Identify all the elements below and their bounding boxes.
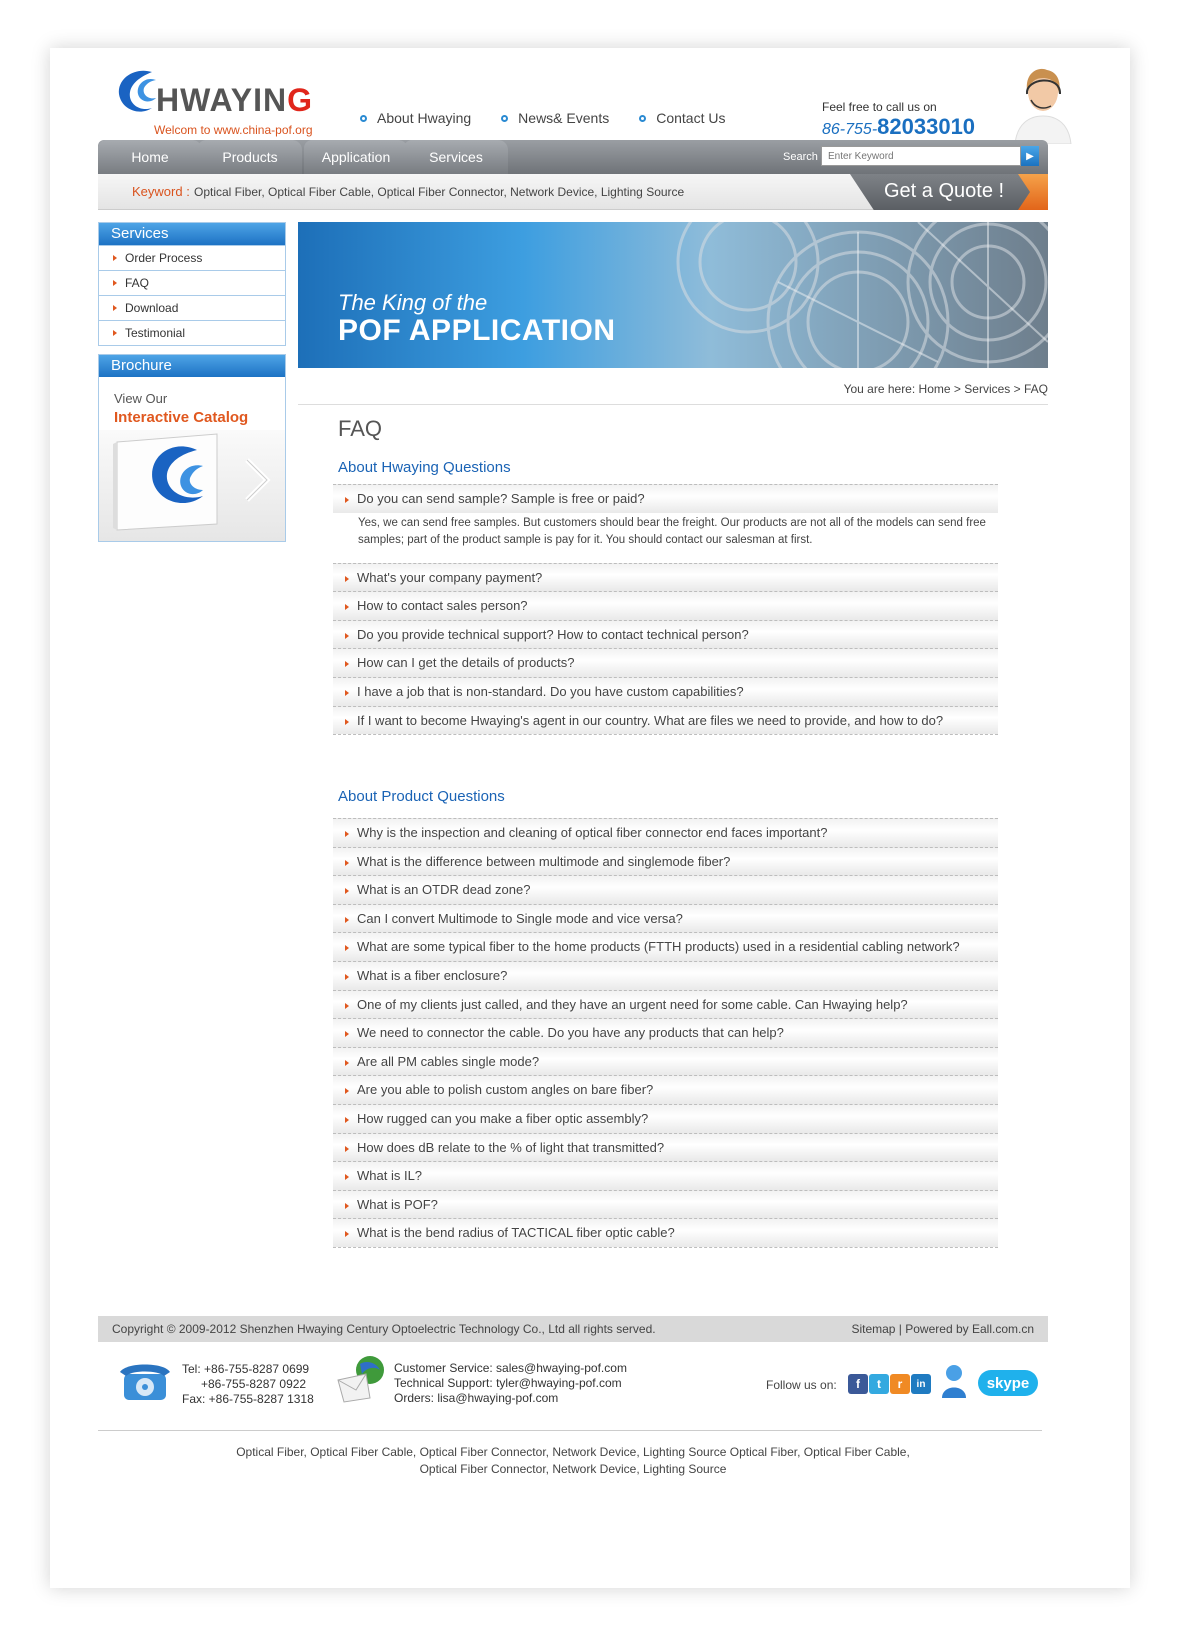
services-title: Services — [99, 223, 285, 245]
arrow-icon — [113, 255, 117, 261]
footer-keywords — [98, 1444, 1048, 1478]
arrow-icon — [345, 1174, 349, 1180]
faq-question[interactable]: If I want to become Hwaying's agent in our country. What are files we need to provide, and how to do? — [333, 706, 998, 735]
faq-question[interactable]: I have a job that is non-standard. Do you have custom capabilities? — [333, 677, 998, 706]
keyword-label: Keyword : — [132, 184, 190, 199]
faq-question[interactable]: How to contact sales person? — [333, 591, 998, 620]
hero-banner — [298, 222, 1048, 368]
services-sidebar — [98, 222, 286, 346]
sitemap-link[interactable]: Sitemap — [851, 1322, 896, 1336]
faq-list-hwaying — [333, 484, 998, 735]
brochure-title: Brochure — [99, 355, 285, 377]
arrow-icon — [345, 1117, 349, 1123]
faq-question[interactable]: What's your company payment? — [333, 563, 998, 592]
keyword-text: Optical Fiber, Optical Fiber Cable, Optical Fiber Connector, Network Device, Lighting Source — [194, 185, 685, 199]
arrow-icon — [345, 690, 349, 696]
contact-info — [98, 1354, 1048, 1434]
brand-name: HWAYING — [156, 82, 313, 118]
arrow-icon — [345, 1060, 349, 1066]
tab-services[interactable]: Services — [404, 140, 508, 174]
page-title: FAQ — [338, 416, 383, 441]
arrow-icon — [345, 974, 349, 980]
arrow-icon — [345, 1003, 349, 1009]
rss-icon[interactable]: r — [890, 1374, 910, 1394]
arrow-icon — [345, 497, 349, 503]
catalog-preview[interactable] — [99, 430, 285, 541]
interactive-catalog-link[interactable]: Interactive Catalog — [114, 409, 249, 426]
phone-number: 86-755-82033010 — [822, 114, 976, 139]
faq-question[interactable]: How rugged can you make a fiber optic assembly? — [333, 1104, 998, 1133]
breadcrumb-home[interactable]: Home — [918, 382, 951, 396]
view-our-text: View Our — [114, 391, 168, 406]
faq-question[interactable]: How does dB relate to the % of light that transmitted? — [333, 1133, 998, 1162]
faq-question[interactable]: What is the bend radius of TACTICAL fiber optic cable? — [333, 1218, 998, 1247]
get-quote-button[interactable] — [850, 174, 1048, 210]
search-input[interactable] — [821, 146, 1021, 166]
faq-question[interactable]: One of my clients just called, and they have an urgent need for some cable. Can Hwaying help? — [333, 990, 998, 1019]
faq-question[interactable]: What is the difference between multimode and singlemode fiber? — [333, 847, 998, 876]
arrow-icon — [345, 1203, 349, 1209]
sidebar-item-testimonial[interactable]: Testimonial — [99, 320, 285, 345]
arrow-icon — [113, 305, 117, 311]
arrow-icon — [345, 633, 349, 639]
phone-info — [182, 1362, 314, 1407]
faq-question[interactable]: What are some typical fiber to the home products (FTTH products) used in a residential cabling network? — [333, 932, 998, 961]
top-links — [360, 110, 725, 126]
faq-question[interactable]: Do you provide technical support? How to contact technical person? — [333, 620, 998, 649]
email-globe-icon — [336, 1354, 388, 1404]
footer-links: Sitemap | Powered by Eall.com.cn — [851, 1322, 1034, 1336]
breadcrumb — [298, 382, 1048, 405]
faq-answer: Yes, we can send free samples. But customers should bear the freight. Our products are not all of the models can send free samples; part of the product sample is pay for it. You should contact our salesman at first. — [333, 513, 998, 563]
arrow-icon — [113, 330, 117, 336]
copyright-text: Copyright © 2009-2012 Shenzhen Hwaying Century Optoelectric Technology Co., Ltd all rights served. — [112, 1322, 656, 1336]
arrow-icon — [345, 1031, 349, 1037]
bullet-icon — [360, 115, 367, 122]
main-nav — [98, 140, 1048, 174]
arrow-icon — [345, 917, 349, 923]
banner-line-1: The King of the — [338, 290, 488, 315]
copyright-bar — [98, 1316, 1048, 1342]
arrow-icon — [345, 1231, 349, 1237]
arrow-icon — [345, 860, 349, 866]
tel-line-2: +86-755-8287 0922 — [201, 1377, 307, 1391]
faq-list-product — [333, 818, 998, 1248]
footer-keywords-line-1: Optical Fiber, Optical Fiber Cable, Optical Fiber Connector, Network Device, Lighting Source Optical Fiber, Optical Fiber Cable, — [236, 1445, 910, 1459]
faq-rows-hwaying — [333, 563, 998, 735]
customer-service-email[interactable]: sales@hwaying-pof.com — [496, 1361, 627, 1375]
arrow-icon — [345, 661, 349, 667]
faq-question[interactable]: How can I get the details of products? — [333, 648, 998, 677]
keyword-bar — [98, 174, 1048, 210]
faq-question[interactable]: Why is the inspection and cleaning of optical fiber connector end faces important? — [333, 818, 998, 847]
search-button[interactable] — [1021, 146, 1039, 166]
arrow-icon — [345, 604, 349, 610]
faq-rows-product — [333, 818, 998, 1247]
sidebar-item-order-process[interactable]: Order Process — [99, 245, 285, 270]
arrow-icon — [345, 576, 349, 582]
page — [50, 48, 1130, 1588]
twitter-icon[interactable]: t — [869, 1374, 889, 1394]
arrow-icon — [345, 1088, 349, 1094]
section-title-product: About Product Questions — [338, 788, 505, 805]
call-text: Feel free to call us on — [822, 100, 937, 114]
breadcrumb-current: FAQ — [1023, 382, 1048, 396]
breadcrumb-separator: > — [1013, 382, 1021, 396]
breadcrumb-separator: > — [953, 382, 961, 396]
faq-question[interactable]: Are all PM cables single mode? — [333, 1047, 998, 1076]
faq-question[interactable]: What is a fiber enclosure? — [333, 961, 998, 990]
arrow-icon — [113, 280, 117, 286]
orders-email[interactable]: lisa@hwaying-pof.com — [437, 1391, 559, 1405]
arrow-icon — [345, 945, 349, 951]
faq-question[interactable]: We need to connector the cable. Do you have any products that can help? — [333, 1018, 998, 1047]
call-box — [822, 100, 975, 140]
faq-question[interactable]: What is IL? — [333, 1161, 998, 1190]
sidebar-item-download[interactable]: Download — [99, 295, 285, 320]
faq-question[interactable]: Are you able to polish custom angles on bare fiber? — [333, 1075, 998, 1104]
bullet-icon — [639, 115, 646, 122]
logo[interactable] — [112, 68, 322, 138]
search-label: Search — [783, 151, 818, 163]
faq-question[interactable]: Do you can send sample? Sample is free or paid? — [333, 484, 998, 513]
banner-line-2: POF APPLICATION — [338, 314, 616, 347]
faq-question[interactable]: Can I convert Multimode to Single mode and vice versa? — [333, 904, 998, 933]
powered-by-link[interactable]: Eall.com.cn — [971, 1322, 1034, 1336]
arrow-icon — [345, 831, 349, 837]
footer-divider — [98, 1430, 1042, 1431]
brochure-sidebar[interactable] — [98, 354, 286, 542]
arrow-icon — [345, 719, 349, 725]
fax-line: Fax: +86-755-8287 1318 — [182, 1392, 314, 1406]
catalog-book-icon — [99, 430, 285, 541]
skype-icon[interactable]: skype — [978, 1370, 1038, 1396]
tel-line: Tel: +86-755-8287 0699 — [182, 1362, 310, 1376]
linkedin-icon[interactable]: in — [911, 1374, 931, 1394]
tab-products[interactable]: Products — [198, 140, 302, 174]
faq-question[interactable]: What is POF? — [333, 1190, 998, 1219]
follow-us-label: Follow us on: — [766, 1378, 837, 1392]
breadcrumb-services[interactable]: Services — [964, 382, 1011, 396]
tab-home[interactable]: Home — [98, 140, 202, 174]
quote-label: Get a Quote ! — [884, 180, 1005, 202]
footer-keywords-line-2: Optical Fiber Connector, Network Device, Lighting Source — [419, 1462, 727, 1476]
breadcrumb-prefix: You are here: — [843, 382, 916, 396]
link-about-hwaying[interactable]: About Hwaying — [360, 110, 471, 126]
email-info: Customer Service: sales@hwaying-pof.com Technical Support: tyler@hwaying-pof.com Orders: lisa@hwaying-pof.com — [394, 1361, 627, 1405]
welcome-text: Welcom to www.china-pof.org — [154, 123, 313, 137]
messenger-icon[interactable] — [940, 1364, 968, 1398]
link-news-events[interactable]: News& Events — [501, 110, 609, 126]
arrow-icon — [345, 1146, 349, 1152]
tab-application[interactable]: Application — [304, 140, 408, 174]
link-contact-us[interactable]: Contact Us — [639, 110, 725, 126]
operator-avatar-icon — [1005, 60, 1080, 144]
play-arrow-icon: ▶ — [1026, 150, 1034, 162]
section-title-hwaying: About Hwaying Questions — [338, 459, 511, 476]
faq-question[interactable]: What is an OTDR dead zone? — [333, 875, 998, 904]
technical-support-email[interactable]: tyler@hwaying-pof.com — [496, 1376, 622, 1390]
facebook-icon[interactable]: f — [848, 1374, 868, 1394]
bullet-icon — [501, 115, 508, 122]
sidebar-item-faq[interactable]: FAQ — [99, 270, 285, 295]
arrow-icon — [345, 888, 349, 894]
telephone-icon — [118, 1360, 172, 1402]
